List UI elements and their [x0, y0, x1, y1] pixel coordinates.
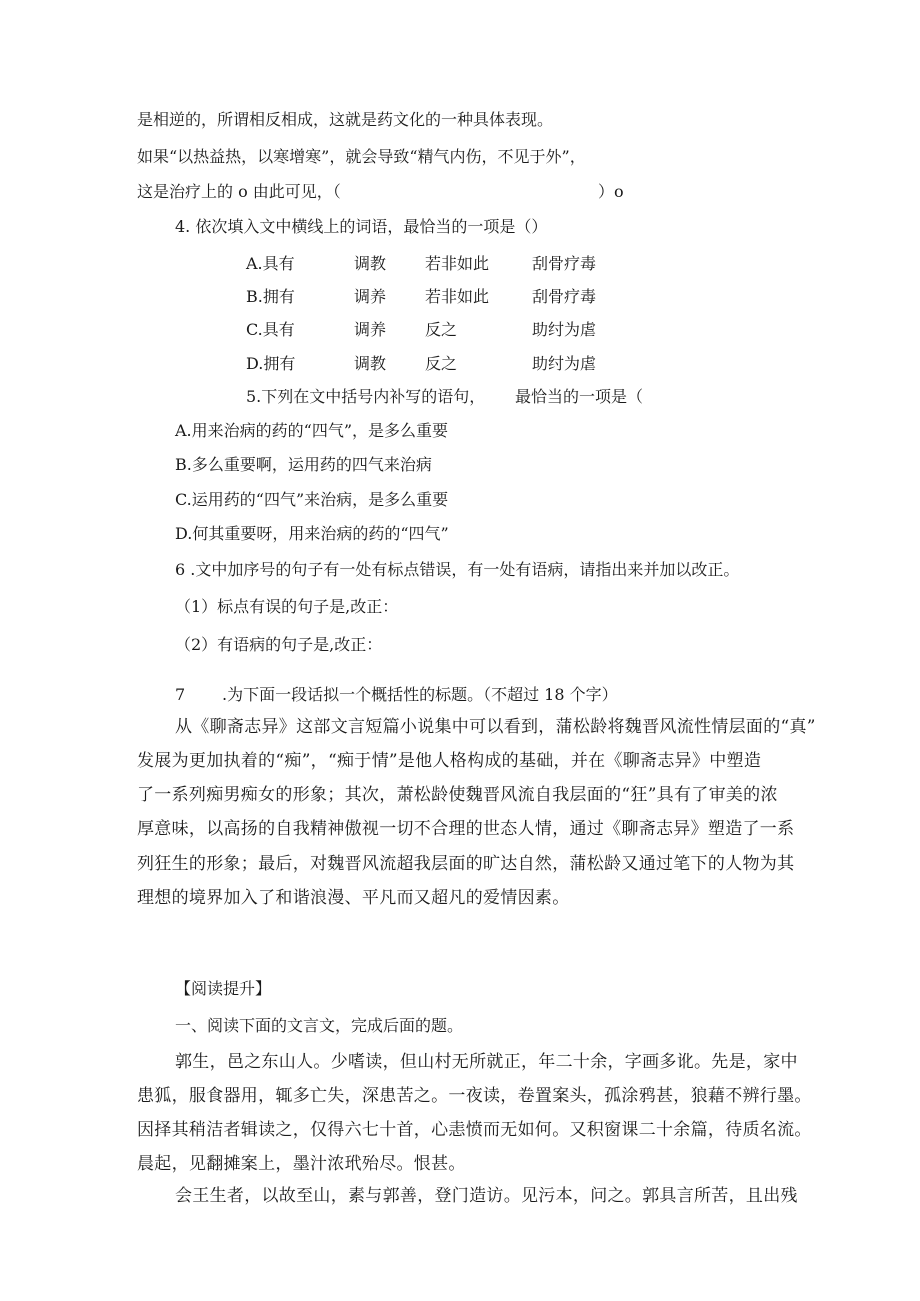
q5-stem-left: 5.下列在文中括号内补写的语句，: [246, 387, 486, 406]
q6-item-1: （1）标点有误的句子是,改正：: [175, 597, 399, 616]
q4-option-b-3: 若非如此: [425, 287, 490, 306]
q4-option-a-2: 调教: [354, 254, 387, 273]
intro-line-2: 如果“以热益热，以寒增寒”，就会导致“精气内伤，不见于外”，: [137, 147, 586, 166]
intro-line-3-left: 这是治疗上的 o 由此可见，（: [137, 182, 341, 201]
q4-option-a-1: A.具有: [246, 254, 295, 273]
q4-option-a-3: 若非如此: [425, 254, 490, 273]
q4-option-b-1: B.拥有: [246, 287, 295, 306]
q4-option-b-2: 调养: [354, 287, 387, 306]
q5-option-b: B.多么重要啊，运用药的四气来治病: [175, 455, 432, 474]
q4-option-d-4: 助纣为虐: [532, 354, 597, 373]
q4-option-c-3: 反之: [425, 320, 458, 339]
q7-para-line-5: 列狂生的形象；最后，对魏晋风流超我层面的旷达自然，蒲松龄又通过笔下的人物为其: [137, 854, 795, 874]
q4-option-c-4: 助纣为虐: [532, 320, 597, 339]
q4-option-b-4: 刮骨疗毒: [532, 287, 597, 306]
q5-stem-right: 最恰当的一项是（: [515, 387, 644, 406]
q4-option-d-1: D.拥有: [246, 354, 296, 373]
q7-para-line-6: 理想的境界加入了和谐浪漫、平凡而又超凡的爱情因素。: [137, 888, 570, 908]
q5-option-c: C.运用药的“四气”来治病，是多么重要: [175, 490, 449, 509]
q4-option-a-4: 刮骨疗毒: [532, 254, 597, 273]
q7-para-line-3: 了一系列痴男痴女的形象；其次，萧松龄使魏晋风流自我层面的“狂”具有了审美的浓: [137, 785, 778, 805]
q7-para-line-2: 发展为更加执着的“痴”，“痴于情”是他人格构成的基础，并在《聊斋志异》中塑造: [137, 751, 762, 771]
q4-stem: 4. 依次填入文中横线上的词语，最恰当的一项是（）: [175, 217, 548, 236]
reading-heading: 【阅读提升】: [175, 979, 272, 998]
q4-option-c-2: 调养: [354, 320, 387, 339]
q6-item-2: （2）有语病的句子是,改正：: [175, 635, 383, 654]
q4-option-d-2: 调教: [354, 354, 387, 373]
q7-para-line-1: 从《聊斋志异》这部文言短篇小说集中可以看到，蒲松龄将魏晋风流性情层面的“真”: [175, 717, 816, 737]
q6-stem: 6 .文中加序号的句子有一处有标点错误，有一处有语病，请指出来并加以改正。: [175, 560, 740, 579]
q7-para-line-4: 厚意味，以高扬的自我精神傲视一切不合理的世态人情，通过《聊斋志异》塑造了一系: [137, 819, 795, 839]
reading-para-1-line-2: 患狐，服食器用，辄多亡失，深患苦之。一夜读，卷置案头，孤涂鸦甚，狼藉不辨行墨。: [137, 1086, 812, 1106]
intro-line-1: 是相逆的，所谓相反相成，这就是药文化的一种具体表现。: [137, 110, 554, 129]
q7-number: 7: [175, 685, 186, 704]
q4-option-c-1: C.具有: [246, 320, 295, 339]
q5-option-a: A.用来治病的药的“四气”，是多么重要: [175, 421, 449, 440]
q7-stem: .为下面一段话拟一个概括性的标题。（不超过 18 个字）: [222, 685, 618, 704]
intro-line-3-right: ）o: [598, 182, 624, 201]
reading-instruction: 一、阅读下面的文言文，完成后面的题。: [175, 1016, 464, 1035]
reading-para-2-line-1: 会王生者，以故至山，素与郭善，登门造访。见污本，问之。郭具言所苦，且出残: [175, 1186, 798, 1206]
q5-option-d: D.何其重要呀，用来治病的药的“四气”: [175, 524, 449, 543]
reading-para-1-line-1: 郭生，邑之东山人。少嗜读，但山村无所就正，年二十余，字画多讹。先是，家中: [175, 1052, 798, 1072]
q4-option-d-3: 反之: [425, 354, 458, 373]
reading-para-1-line-3: 因择其稍洁者辑读之，仅得六七十首，心恚愤而无如何。又积窗课二十余篇，待质名流。: [137, 1120, 812, 1140]
reading-para-1-line-4: 晨起，见翻摊案上，墨汁浓玳殆尽。恨甚。: [137, 1154, 466, 1174]
